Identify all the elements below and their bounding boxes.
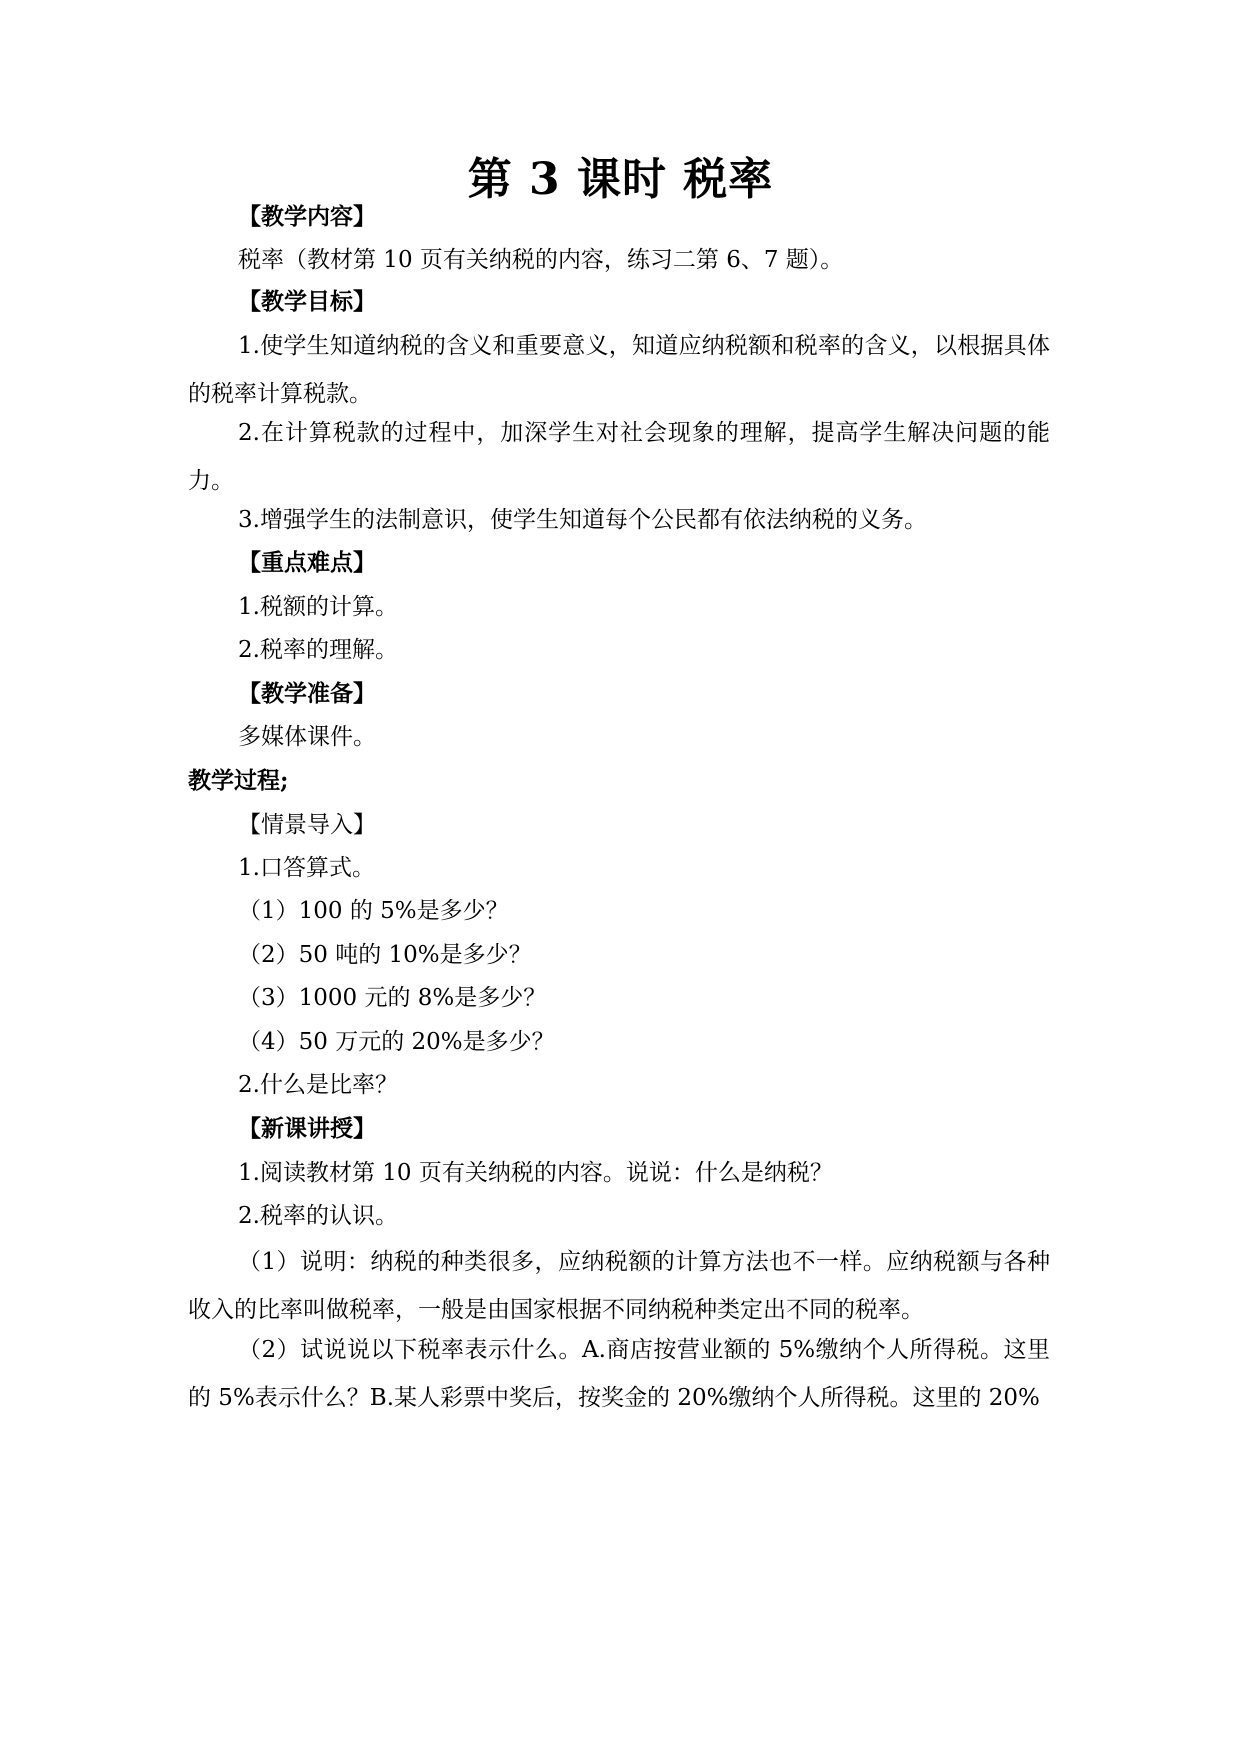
intro-question-1: （1）100 的 5%是多少？ <box>238 898 509 924</box>
new-lesson-item-1: 1.阅读教材第 10 页有关纳税的内容。说说：什么是纳税？ <box>238 1160 833 1186</box>
intro-question-2: （2）50 吨的 10%是多少？ <box>238 942 532 968</box>
goal-item-1: 1.使学生知道纳税的含义和重要意义，知道应纳税额和税率的含义，以根据具体的税率计算税款。 <box>188 333 1050 407</box>
intro-question-4: （4）50 万元的 20%是多少？ <box>238 1029 555 1055</box>
new-lesson-item-2-2: （2）试说说以下税率表示什么。A.商店按营业额的 5%缴纳个人所得税。这里的 5%表示什么？B.某人彩票中奖后，按奖金的 20%缴纳个人所得税。这里的 20% <box>188 1337 1050 1411</box>
content-text: 税率（教材第 10 页有关纳税的内容，练习二第 6、7 题）。 <box>238 247 844 273</box>
prep-text: 多媒体课件。 <box>238 724 376 750</box>
section-heading-intro: 【情景导入】 <box>238 812 376 838</box>
key-point-1: 1.税额的计算。 <box>238 594 398 620</box>
intro-question-3: （3）1000 元的 8%是多少？ <box>238 985 547 1011</box>
intro-item-2: 2.什么是比率？ <box>238 1072 398 1098</box>
section-heading-goals: 【教学目标】 <box>238 288 376 315</box>
new-lesson-item-2: 2.税率的认识。 <box>238 1203 398 1229</box>
intro-item-1: 1.口答算式。 <box>238 855 375 881</box>
key-point-2: 2.税率的理解。 <box>238 637 398 663</box>
new-lesson-item-2-1: （1）说明：纳税的种类很多，应纳税额的计算方法也不一样。应纳税额与各种收入的比率叫做税率，一般是由国家根据不同纳税种类定出不同的税率。 <box>188 1249 1050 1323</box>
section-heading-key-points: 【重点难点】 <box>238 549 376 576</box>
section-heading-content: 【教学内容】 <box>238 203 376 230</box>
page-title: 第 3 课时 税率 <box>467 154 774 205</box>
section-heading-new-lesson: 【新课讲授】 <box>238 1115 376 1142</box>
goal-item-3: 3.增强学生的法制意识，使学生知道每个公民都有依法纳税的义务。 <box>238 507 927 533</box>
section-heading-prep: 【教学准备】 <box>238 680 376 707</box>
goal-item-2: 2.在计算税款的过程中，加深学生对社会现象的理解，提高学生解决问题的能力。 <box>188 420 1050 494</box>
section-heading-process: 教学过程; <box>188 767 289 794</box>
